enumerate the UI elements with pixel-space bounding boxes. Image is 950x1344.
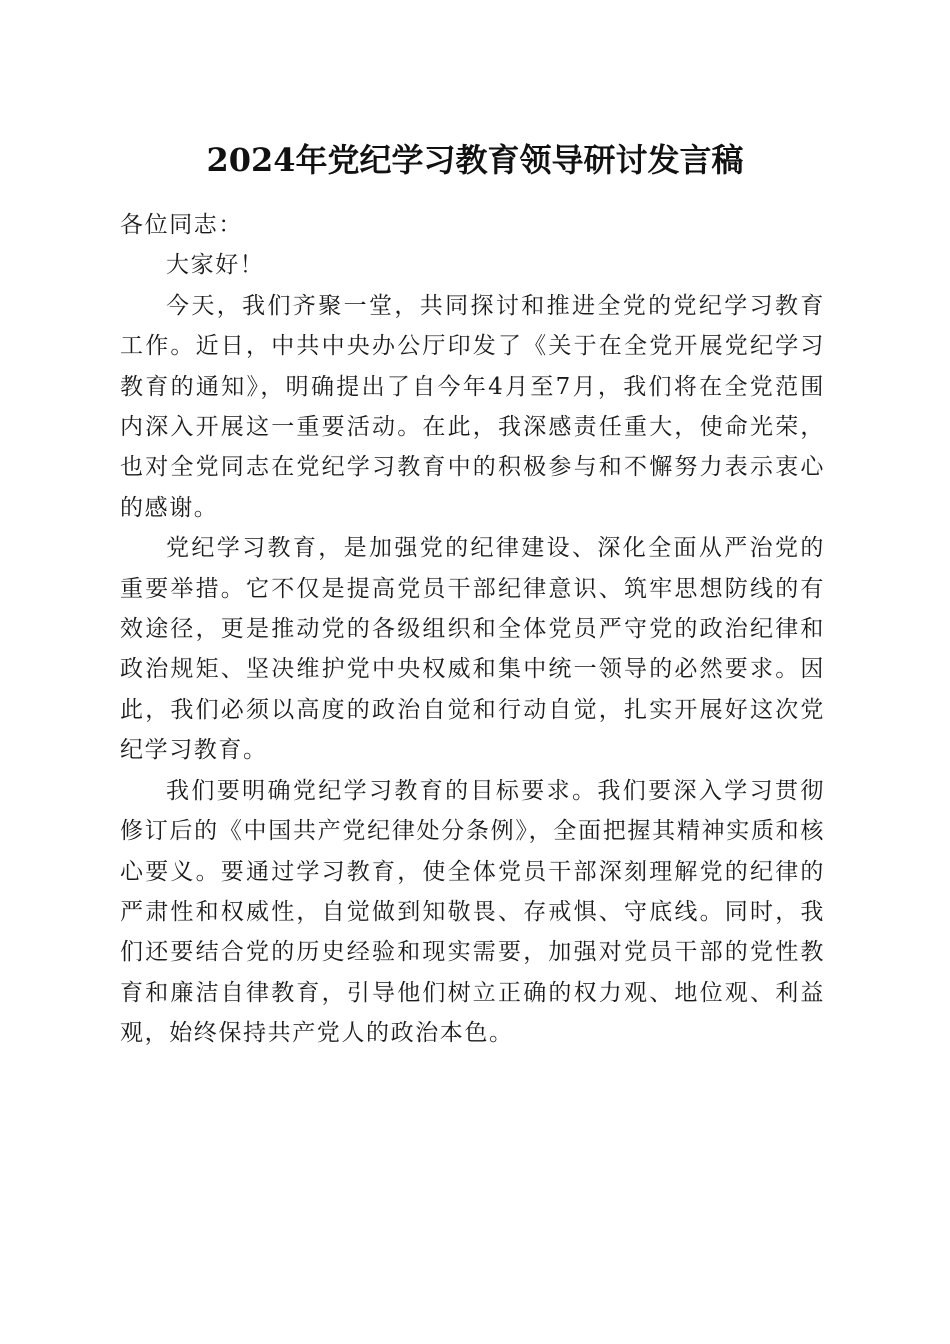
- document-title: 2024年党纪学习教育领导研讨发言稿: [206, 141, 744, 179]
- paragraph-2: 党纪学习教育，是加强党的纪律建设、深化全面从严治党的重要举措。它不仅是提高党员干部纪律意识、筑牢思想防线的有效途径，更是推动党的各级组织和全体党员严守党的政治纪律和政治规矩、坚决维护党中央权威和集中统一领导的必然要求。因此，我们必须以高度的政治自觉和行动自觉，扎实开展好这次党纪学习教育。: [120, 535, 825, 764]
- paragraph-3: 我们要明确党纪学习教育的目标要求。我们要深入学习贯彻修订后的《中国共产党纪律处分条例》，全面把握其精神实质和核心要义。要通过学习教育，使全体党员干部深刻理解党的纪律的严肃性和权威性，自觉做到知敬畏、存戒惧、守底线。同时，我们还要结合党的历史经验和现实需要，加强对党员干部的党性教育和廉洁自律教育，引导他们树立正确的权力观、地位观、利益观，始终保持共产党人的政治本色。: [120, 777, 825, 1047]
- paragraph-1: 今天，我们齐聚一堂，共同探讨和推进全党的党纪学习教育工作。近日，中共中央办公厅印发了《关于在全党开展党纪学习教育的通知》，明确提出了自今年4月至7月，我们将在全党范围内深入开展这一重要活动。在此，我深感责任重大，使命光荣，也对全党同志在党纪学习教育中的积极参与和不懈努力表示衷心的感谢。: [120, 292, 825, 521]
- greeting: 大家好！: [166, 252, 265, 279]
- document-body: [120, 205, 825, 1054]
- salutation: 各位同志：: [120, 212, 243, 238]
